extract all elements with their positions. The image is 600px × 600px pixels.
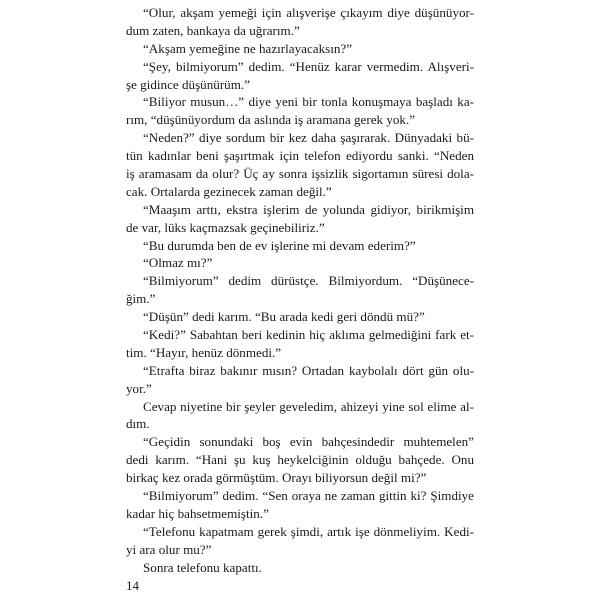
text-line: dedi karım. “Hani şu kuş heykelciğinin olduğu bahçede. Onu (126, 452, 474, 468)
text-line: “Şey, bilmiyorum” dedim. “Henüz karar vermedim. Alışveri- (143, 58, 474, 74)
text-line: Sonra telefonu kapattı. (143, 559, 262, 575)
text-line: tim. “Hayır, henüz dönmedi.” (126, 344, 282, 360)
text-line: dım. (126, 416, 150, 432)
text-line: “Bilmiyorum” dedim dürüstçe. Bilmiyordum. “Düşünece- (143, 273, 474, 289)
text-line: “Düşün” dedi karım. “Bu arada kedi geri döndü mü?” (143, 309, 425, 325)
text-line: “Bilmiyorum” dedim. “Sen oraya ne zaman gittin ki? Şimdiye (143, 488, 474, 504)
page-number: 14 (126, 578, 139, 593)
text-line: “Biliyor musun…” diye yeni bir tonla konuşmaya başladı ka- (143, 94, 474, 110)
text-line: Cevap niyetine bir şeyler geveledim, ahizeyi yine sol elime al- (143, 398, 474, 414)
text-line: dum zaten, bankaya da uğrarım.” (126, 22, 300, 38)
text-line: tün kadınlar beni şaşırtmak için telefon ediyordu sanki. “Neden (126, 148, 474, 164)
body-text (126, 4, 474, 577)
text-line: “Etrafta biraz bakınır mısın? Ortadan kaybolalı dört gün olu- (143, 362, 474, 378)
text-line: “Telefonu kapatmam gerek şimdi, artık işe dönmeliyim. Kedi- (143, 523, 474, 539)
text-line: cak. Ortalarda gezinecek zaman değil.” (126, 183, 332, 199)
text-line: “Kedi?” Sabahtan beri kedinin hiç aklıma gelmediğini fark et- (143, 327, 474, 343)
text-line: “Maaşım arttı, ekstra işlerim de yolunda gidiyor, birikmişim (143, 201, 474, 217)
text-line: yor.” (126, 380, 152, 396)
text-line: “Olmaz mı?” (143, 255, 213, 271)
text-line: ğim.” (126, 291, 156, 307)
text-line: yi ara olur mu?” (126, 541, 212, 557)
text-line: “Olur, akşam yemeği için alışverişe çıkayım diye düşünüyor- (143, 5, 474, 20)
text-line: de var, lüks kaçmazsak geçinebiliriz.” (126, 219, 325, 235)
text-line: rım, “düşünüyordum da aslında iş aramana gerek yok.” (126, 112, 416, 128)
text-line: birkaç kez orada görmüştüm. Orayı biliyorsun değil mi?” (126, 470, 427, 486)
text-line: “Neden?” diye sordum bir kez daha şaşırarak. Dünyadaki bü- (143, 130, 474, 146)
text-line: “Bu durumda ben de ev işlerine mi devam ederim?” (143, 237, 416, 253)
text-line: kadar hiç bahsetmemiştin.” (126, 505, 269, 521)
text-line: iş aramasam da olur? Üç ay sonra işsizlik sigortamın süresi dola- (126, 166, 474, 182)
text-line: “Geçidin sonundaki boş evin bahçesindedir muhtemelen” (143, 434, 474, 450)
text-line: “Akşam yemeğine ne hazırlayacaksın?” (143, 40, 353, 56)
text-line: şe gidince düşünürüm.” (126, 76, 251, 92)
